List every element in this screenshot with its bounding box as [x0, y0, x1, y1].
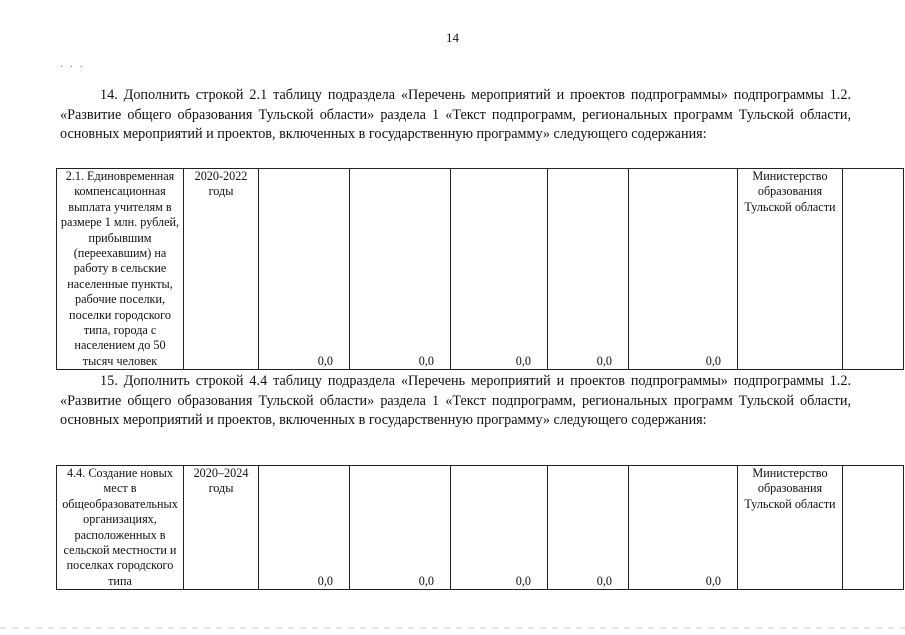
- empty-cell: [843, 466, 904, 590]
- value-cell-1: 0,0: [259, 466, 350, 590]
- period-cell: 2020–2024 годы: [184, 466, 259, 590]
- value-cell-2: 0,0: [350, 466, 451, 590]
- value-cell-5: 0,0: [629, 169, 738, 370]
- scan-edge-artifact: [0, 627, 905, 629]
- period-cell: 2020-2022 годы: [184, 169, 259, 370]
- value-cell-4: 0,0: [548, 169, 629, 370]
- responsible-cell: Министерство образования Тульской области: [738, 466, 843, 590]
- value-cell-2: 0,0: [350, 169, 451, 370]
- measure-name-cell: 2.1. Единовременная компенсационная выплата учителям в размере 1 млн. рублей, прибывшим (переехавшим) на работу в сельские населенные пункты, рабочие поселки, поселки городского типа, города с населением до 50 тысяч человек: [57, 169, 184, 370]
- item-15-paragraph: 15. Дополнить строкой 4.4 таблицу подраздела «Перечень мероприятий и проектов подпрограммы» подпрограммы 1.2. «Развитие общего образования Тульской области» раздела 1 «Текст подпрограмм, региональных программ Тульской области, основных мероприятий и проектов, включенных в государственную программу» следующего содержания:: [60, 373, 851, 428]
- page-number: 14: [446, 30, 459, 45]
- responsible-cell: Министерство образования Тульской области: [738, 169, 843, 370]
- empty-cell: [843, 169, 904, 370]
- table-row-2-1: [56, 168, 904, 370]
- scan-specks: · · ·: [60, 62, 85, 73]
- measure-name-cell: 4.4. Создание новых мест в общеобразовательных организациях, расположенных в сельской местности и поселках городского типа: [57, 466, 184, 590]
- table-row-4-4: [56, 465, 904, 590]
- value-cell-4: 0,0: [548, 466, 629, 590]
- value-cell-5: 0,0: [629, 466, 738, 590]
- value-cell-1: 0,0: [259, 169, 350, 370]
- value-cell-3: 0,0: [451, 169, 548, 370]
- item-14-paragraph: 14. Дополнить строкой 2.1 таблицу подраздела «Перечень мероприятий и проектов подпрограммы» подпрограммы 1.2. «Развитие общего образования Тульской области» раздела 1 «Текст подпрограмм, региональных программ Тульской области, основных мероприятий и проектов, включенных в государственную программу» следующего содержания:: [60, 87, 851, 142]
- value-cell-3: 0,0: [451, 466, 548, 590]
